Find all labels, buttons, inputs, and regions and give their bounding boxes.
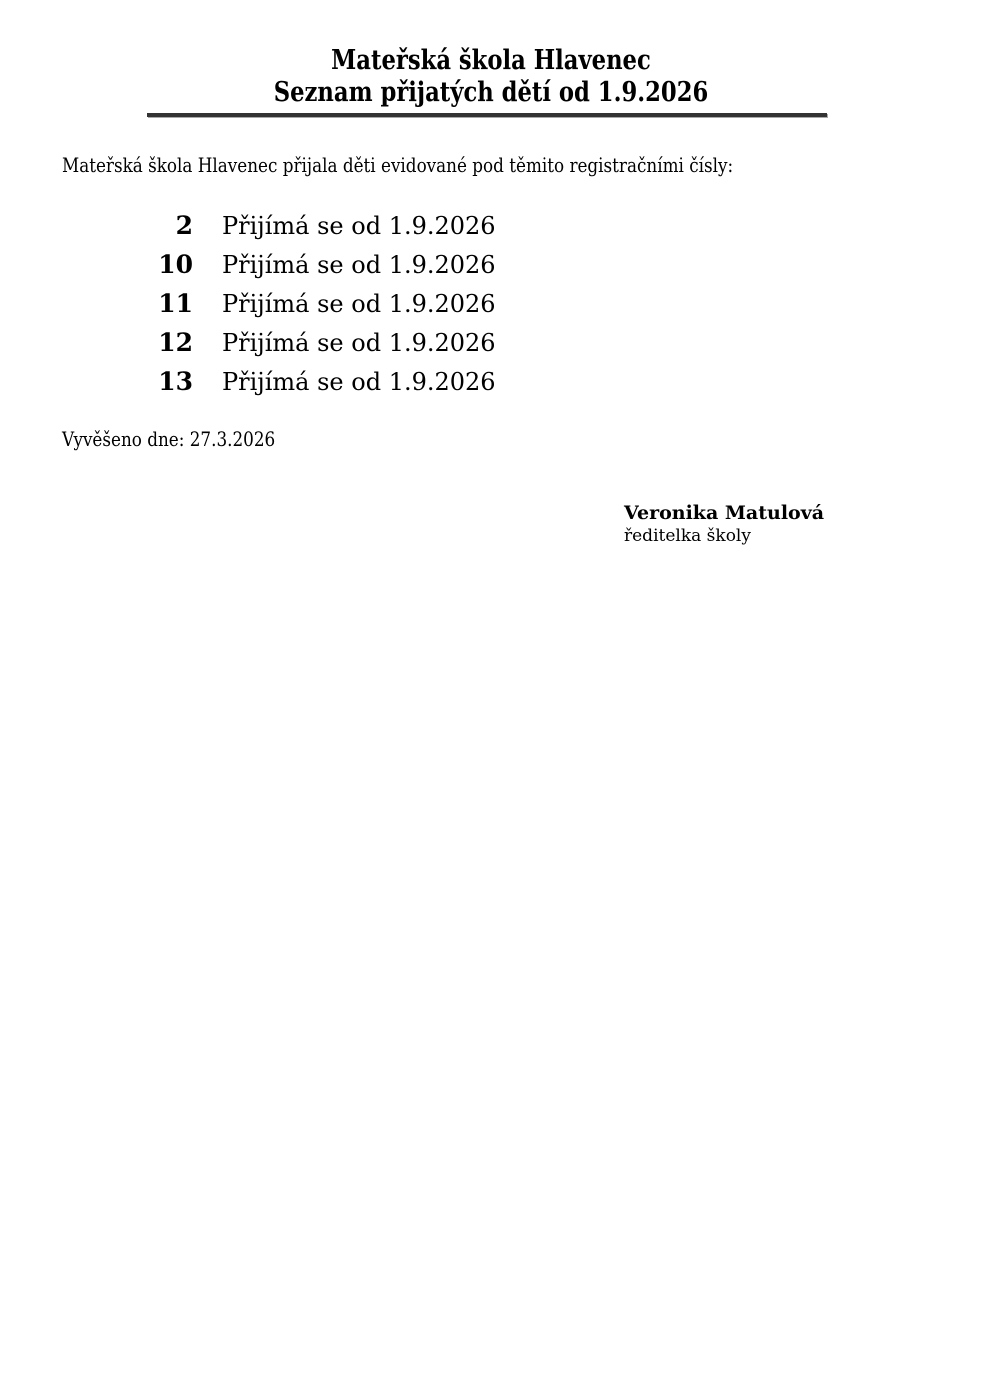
admission-decision: Přijímá se od 1.9.2026 (222, 251, 496, 279)
document-title-line2: Seznam přijatých dětí od 1.9.2026 (273, 77, 709, 108)
registration-number: 12 (158, 328, 193, 357)
document-title (79, 45, 904, 109)
admission-row (0, 362, 982, 401)
title-underline-rule (147, 113, 827, 117)
document-title-line1: Mateřská škola Hlavenec (331, 45, 651, 76)
registration-number: 13 (158, 367, 193, 396)
admission-decision: Přijímá se od 1.9.2026 (222, 212, 496, 240)
admission-decision: Přijímá se od 1.9.2026 (222, 329, 496, 357)
admission-decision: Přijímá se od 1.9.2026 (222, 368, 496, 396)
signature-block (624, 501, 824, 547)
registration-number: 11 (158, 289, 193, 318)
admission-row (0, 323, 982, 362)
admission-row (0, 284, 982, 323)
admission-row (0, 206, 982, 245)
admission-row (0, 245, 982, 284)
intro-paragraph: Mateřská škola Hlavenec přijala děti evidované pod těmito registračními čísly: (62, 153, 734, 177)
signature-role: ředitelka školy (624, 526, 751, 546)
admissions-list (0, 206, 982, 401)
registration-number: 2 (175, 211, 193, 240)
posted-date: Vyvěšeno dne: 27.3.2026 (62, 427, 276, 451)
admission-decision: Přijímá se od 1.9.2026 (222, 290, 496, 318)
registration-number: 10 (158, 250, 193, 279)
signature-name: Veronika Matulová (624, 502, 825, 524)
